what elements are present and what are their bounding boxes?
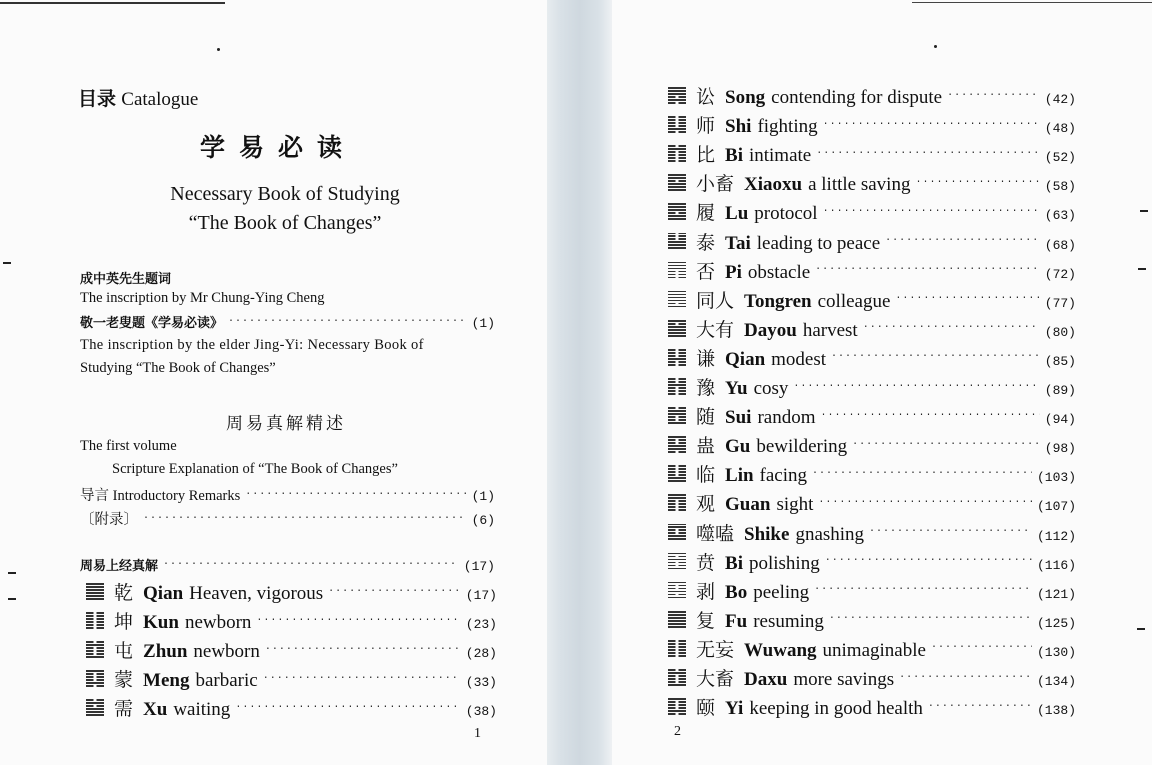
toc-label	[668, 344, 826, 371]
elder-en-line1: The inscription by the elder Jing-Yi: Necessary Book of	[80, 337, 424, 353]
toc-label: 导言 Introductory Remarks	[80, 488, 241, 504]
hexagram-name-pinyin: Shi	[725, 116, 752, 138]
hexagram-icon	[86, 641, 104, 659]
scripture-label: Scripture Explanation of “The Book of Changes”	[112, 461, 398, 477]
toc-hexagram-row[interactable]	[668, 373, 1076, 400]
toc-hexagram-row[interactable]	[86, 636, 497, 663]
hexagram-name-pinyin: Pi	[725, 261, 742, 283]
leader-dots	[143, 514, 467, 524]
leader-dots	[825, 556, 1032, 566]
toc-label	[668, 460, 807, 487]
hexagram-meaning-en: peeling	[753, 581, 810, 603]
toc-hexagram-row[interactable]	[668, 664, 1076, 691]
leader-dots	[818, 498, 1032, 508]
toc-page-number: (103)	[1036, 470, 1076, 486]
hexagram-meaning-en: newborn	[184, 612, 252, 633]
toc-hexagram-row[interactable]	[86, 665, 497, 692]
margin-mark	[3, 262, 11, 264]
leader-dots	[812, 469, 1032, 479]
toc-hexagram-row[interactable]	[668, 344, 1076, 371]
hexagram-name-cn: 大有	[696, 318, 735, 341]
toc-hexagram-row[interactable]	[668, 431, 1076, 458]
margin-mark	[8, 572, 16, 574]
toc-page-number: (38)	[465, 704, 497, 719]
toc-page-number: (89)	[1044, 383, 1076, 398]
hexagram-name-cn: 泰	[696, 231, 716, 254]
hexagram-meaning-en: barbaric	[195, 670, 258, 691]
leader-dots	[328, 587, 461, 597]
toc-label	[86, 607, 251, 634]
leader-dots	[885, 236, 1040, 246]
leader-dots	[829, 614, 1032, 624]
hexagram-icon	[668, 320, 686, 338]
right-page	[612, 0, 1152, 765]
hexagram-name-cn: 贲	[696, 551, 716, 574]
hexagram-name-pinyin: Zhun	[143, 641, 188, 662]
toc-label	[86, 694, 230, 721]
hexagram-name-cn: 否	[696, 260, 716, 283]
page-edge-rule	[912, 2, 1152, 3]
toc-page-number: (125)	[1036, 615, 1076, 631]
leader-dots	[815, 265, 1040, 275]
toc-label	[86, 665, 258, 692]
hexagram-name-cn: 蛊	[696, 435, 716, 458]
hexagram-meaning-en: resuming	[753, 610, 824, 632]
margin-mark	[1137, 628, 1145, 630]
toc-page-number: (1)	[471, 489, 495, 504]
hexagram-name-pinyin: Lu	[725, 203, 749, 225]
leader-dots	[899, 673, 1032, 683]
hexagram-meaning-en: unimaginable	[822, 639, 926, 661]
hexagram-meaning-en: contending for dispute	[771, 87, 943, 108]
hexagram-icon	[668, 407, 686, 425]
toc-label: 周易上经真解	[80, 559, 159, 574]
book-title-en-line2: “The Book of Changes”	[188, 212, 382, 234]
toc-hexagram-row[interactable]	[668, 198, 1076, 225]
hexagram-name-cn: 观	[696, 493, 716, 516]
hexagram-icon	[86, 699, 104, 717]
hexagram-name-pinyin: Wuwang	[744, 639, 817, 661]
toc-page-number: (107)	[1036, 499, 1076, 515]
hexagram-meaning-en: harvest	[802, 319, 858, 341]
toc-page-number: (68)	[1044, 237, 1076, 253]
hexagram-name-pinyin: Yi	[725, 698, 744, 720]
toc-label: 〔附录〕	[80, 512, 138, 528]
hexagram-icon	[668, 553, 686, 571]
hexagram-icon	[668, 611, 686, 629]
leader-dots	[947, 91, 1040, 101]
hexagram-meaning-en: more savings	[793, 669, 895, 690]
page-gutter	[547, 0, 612, 765]
leader-dots	[256, 616, 460, 626]
toc-row-introductory-remarks[interactable]	[80, 484, 495, 505]
toc-hexagram-row[interactable]	[668, 402, 1076, 429]
hexagram-name-cn: 无妄	[696, 638, 735, 661]
toc-page-number: (112)	[1036, 528, 1076, 544]
hexagram-icon	[668, 582, 686, 600]
hexagram-name-pinyin: Daxu	[744, 669, 788, 690]
hexagram-name-pinyin: Bo	[725, 581, 748, 603]
leader-dots	[869, 527, 1032, 537]
hexagram-name-cn: 复	[696, 609, 716, 632]
inscription-en: The inscription by Mr Chung-Ying Cheng	[80, 290, 325, 306]
hexagram-icon	[668, 87, 686, 105]
toc-label	[668, 82, 942, 109]
hexagram-icon	[668, 262, 686, 280]
hexagram-name-pinyin: Dayou	[744, 319, 797, 341]
hexagram-name-pinyin: Shike	[744, 523, 790, 545]
hexagram-meaning-en: keeping in good health	[749, 698, 923, 720]
hexagram-name-cn: 乾	[114, 582, 134, 604]
hexagram-meaning-en: bewildering	[756, 436, 848, 458]
hexagram-meaning-en: protocol	[754, 203, 818, 225]
leader-dots	[816, 149, 1040, 159]
leader-dots	[228, 317, 467, 327]
hexagram-meaning-en: colleague	[817, 290, 891, 312]
toc-page-number: (94)	[1044, 412, 1076, 428]
toc-hexagram-row[interactable]	[668, 140, 1076, 167]
hexagram-icon	[86, 670, 104, 688]
margin-mark	[1140, 210, 1148, 212]
hexagram-name-cn: 坤	[114, 611, 134, 633]
elder-en-line2: Studying “The Book of Changes”	[80, 360, 276, 376]
hexagram-icon	[668, 233, 686, 251]
hexagram-name-pinyin: Yu	[725, 378, 748, 399]
toc-label	[86, 636, 260, 663]
hexagram-name-pinyin: Xu	[143, 699, 168, 720]
leader-dots	[163, 560, 459, 570]
page-edge-rule	[0, 2, 225, 4]
hexagram-meaning-en: polishing	[748, 552, 820, 574]
catalogue-heading	[78, 84, 198, 111]
leader-dots	[823, 207, 1040, 217]
toc-label	[668, 373, 788, 400]
toc-page-number: (6)	[471, 513, 495, 528]
hexagram-name-cn: 比	[696, 144, 716, 167]
toc-hexagram-row[interactable]	[668, 548, 1076, 575]
toc-hexagram-row[interactable]	[668, 693, 1076, 720]
hexagram-name-pinyin: Qian	[143, 583, 184, 604]
leader-dots	[931, 643, 1032, 653]
toc-hexagram-row[interactable]	[668, 606, 1076, 633]
toc-label	[668, 315, 858, 342]
toc-hexagram-row[interactable]	[668, 286, 1076, 313]
toc-page-number: (63)	[1044, 208, 1076, 224]
hexagram-icon	[668, 378, 686, 396]
hexagram-meaning-en: leading to peace	[756, 232, 881, 254]
toc-row-elder-inscription[interactable]	[80, 312, 495, 331]
hexagram-name-pinyin: Tongren	[744, 290, 812, 312]
hexagram-name-pinyin: Lin	[725, 465, 754, 487]
toc-page-number: (58)	[1044, 179, 1076, 195]
toc-page-number: (17)	[463, 559, 495, 574]
leader-dots	[263, 674, 461, 684]
hexagram-name-cn: 剥	[696, 580, 716, 603]
toc-label	[668, 286, 890, 313]
toc-hexagram-row[interactable]	[86, 694, 497, 721]
hexagram-icon	[668, 524, 686, 542]
toc-label	[668, 431, 847, 458]
hexagram-name-pinyin: Song	[725, 87, 766, 108]
leader-dots	[831, 352, 1040, 362]
toc-hexagram-row[interactable]	[668, 228, 1076, 255]
leader-dots	[235, 703, 460, 713]
hexagram-icon	[668, 640, 686, 658]
hexagram-name-pinyin: Fu	[725, 610, 748, 632]
toc-label	[668, 198, 818, 225]
print-speck	[934, 45, 937, 48]
toc-page-number: (48)	[1044, 121, 1076, 137]
hexagram-icon	[668, 116, 686, 134]
hexagram-name-cn: 大畜	[696, 668, 735, 690]
toc-page-number: (121)	[1036, 586, 1076, 602]
toc-page-number: (130)	[1036, 644, 1076, 660]
first-volume-label: The first volume	[80, 438, 177, 454]
toc-hexagram-row[interactable]	[668, 489, 1076, 516]
hexagram-meaning-en: gnashing	[795, 523, 865, 545]
hexagram-name-pinyin: Meng	[143, 670, 190, 691]
leader-dots	[852, 440, 1040, 450]
print-speck	[217, 48, 220, 51]
hexagram-meaning-en: random	[757, 407, 816, 429]
hexagram-meaning-en: facing	[759, 465, 808, 487]
toc-page-number: (134)	[1036, 674, 1076, 689]
leader-dots	[265, 645, 461, 655]
section-heading-cn: 周易真解精述	[226, 414, 346, 434]
leader-dots	[863, 323, 1040, 333]
hexagram-meaning-en: newborn	[193, 641, 260, 662]
hexagram-icon	[86, 612, 104, 630]
hexagram-icon	[668, 349, 686, 367]
toc-label	[668, 228, 880, 255]
book-title-cn: 学易必读	[200, 133, 357, 162]
hexagram-icon	[86, 583, 104, 601]
hexagram-name-cn: 同人	[696, 289, 735, 312]
hexagram-name-cn: 讼	[696, 86, 716, 108]
toc-label	[668, 606, 824, 633]
hexagram-meaning-en: cosy	[753, 378, 789, 399]
margin-mark	[1138, 268, 1146, 270]
hexagram-icon	[668, 174, 686, 192]
toc-label	[668, 548, 820, 575]
catalogue-heading-cn: 目录	[78, 89, 117, 110]
hexagram-name-cn: 小畜	[696, 173, 735, 196]
hexagram-icon	[668, 436, 686, 454]
toc-page-number: (80)	[1044, 324, 1076, 340]
toc-hexagram-row[interactable]	[86, 607, 497, 634]
toc-page-number: (1)	[471, 316, 495, 331]
hexagram-meaning-en: sight	[776, 494, 814, 516]
hexagram-name-cn: 豫	[696, 377, 716, 399]
hexagram-name-cn: 蒙	[114, 669, 134, 691]
hexagram-name-pinyin: Gu	[725, 436, 751, 458]
leader-dots	[793, 382, 1039, 392]
page-number-right: 2	[674, 724, 681, 739]
hexagram-name-pinyin: Tai	[725, 232, 751, 254]
toc-page-number: (23)	[465, 617, 497, 632]
hexagram-icon	[668, 494, 686, 512]
hexagram-name-cn: 噬嗑	[696, 522, 735, 545]
toc-page-number: (98)	[1044, 441, 1076, 457]
hexagram-name-pinyin: Sui	[725, 407, 752, 429]
book-title-en-line1: Necessary Book of Studying	[170, 183, 400, 205]
toc-page-number: (77)	[1044, 295, 1076, 311]
toc-label	[668, 664, 894, 691]
toc-hexagram-row[interactable]	[668, 257, 1076, 284]
toc-hexagram-row[interactable]	[86, 578, 497, 605]
toc-page-number: (42)	[1044, 92, 1076, 107]
toc-hexagram-row[interactable]	[668, 111, 1076, 138]
toc-label	[668, 489, 813, 516]
left-page	[0, 0, 547, 765]
leader-dots	[915, 178, 1039, 188]
page-number-left: 1	[474, 726, 481, 741]
hexagram-icon	[668, 465, 686, 483]
leader-dots	[245, 490, 466, 500]
hexagram-name-pinyin: Kun	[143, 612, 179, 633]
hexagram-name-pinyin: Xiaoxu	[744, 174, 803, 196]
toc-label	[668, 519, 864, 546]
toc-hexagram-row[interactable]	[668, 82, 1076, 109]
hexagram-meaning-en: a little saving	[808, 174, 911, 196]
hexagram-meaning-en: fighting	[757, 116, 818, 138]
hexagram-icon	[668, 669, 686, 687]
toc-page-number: (138)	[1036, 703, 1076, 719]
catalogue-heading-en: Catalogue	[121, 89, 199, 110]
leader-dots	[823, 120, 1040, 130]
toc-label	[668, 169, 910, 196]
hexagram-icon	[668, 203, 686, 221]
hexagram-icon	[668, 145, 686, 163]
toc-label	[668, 693, 923, 720]
toc-page-number: (72)	[1044, 266, 1076, 282]
hexagram-name-cn: 需	[114, 698, 134, 720]
toc-page-number: (17)	[465, 588, 497, 603]
toc-label	[668, 577, 809, 604]
hexagram-name-cn: 谦	[696, 347, 716, 370]
toc-page-number: (85)	[1044, 353, 1076, 369]
toc-hexagram-row[interactable]	[668, 519, 1076, 546]
toc-label	[668, 257, 810, 284]
toc-label	[668, 111, 818, 138]
toc-label	[668, 635, 926, 662]
toc-label	[86, 578, 323, 605]
hexagram-name-cn: 屯	[114, 640, 134, 662]
hexagram-meaning-en: intimate	[748, 145, 812, 167]
hexagram-name-pinyin: Bi	[725, 552, 743, 574]
toc-label	[668, 140, 811, 167]
leader-dots	[820, 411, 1039, 421]
inscription-cn: 成中英先生题词	[80, 272, 172, 287]
hexagram-name-cn: 师	[696, 115, 716, 138]
toc-hexagram-row[interactable]	[668, 577, 1076, 604]
hexagram-name-cn: 随	[696, 406, 716, 429]
toc-label: 敬一老叟题《学易必读》	[80, 316, 224, 331]
hexagram-name-pinyin: Qian	[725, 348, 766, 370]
hexagram-meaning-en: Heaven, vigorous	[189, 583, 324, 604]
toc-row-appendix[interactable]	[80, 508, 495, 529]
hexagram-meaning-en: modest	[771, 348, 827, 370]
toc-page-number: (116)	[1036, 557, 1076, 573]
toc-hexagram-row[interactable]	[668, 460, 1076, 487]
toc-hexagram-row[interactable]	[668, 635, 1076, 662]
leader-dots	[814, 585, 1032, 595]
hexagram-name-cn: 颐	[696, 697, 716, 720]
hexagram-name-cn: 临	[696, 464, 716, 487]
hexagram-icon	[668, 291, 686, 309]
hexagram-icon	[668, 698, 686, 716]
toc-row-upper-classic[interactable]	[80, 555, 495, 574]
leader-dots	[895, 294, 1039, 304]
hexagram-name-pinyin: Bi	[725, 145, 743, 167]
leader-dots	[928, 702, 1032, 712]
hexagram-name-pinyin: Guan	[725, 494, 771, 516]
hexagram-meaning-en: obstacle	[747, 261, 811, 283]
toc-page-number: (33)	[465, 675, 497, 690]
toc-hexagram-row[interactable]	[668, 315, 1076, 342]
hexagram-meaning-en: waiting	[173, 699, 231, 720]
toc-label	[668, 402, 815, 429]
toc-page-number: (28)	[465, 646, 497, 661]
hexagram-name-cn: 履	[696, 202, 716, 225]
margin-mark	[8, 598, 16, 600]
toc-hexagram-row[interactable]	[668, 169, 1076, 196]
toc-page-number: (52)	[1044, 150, 1076, 166]
